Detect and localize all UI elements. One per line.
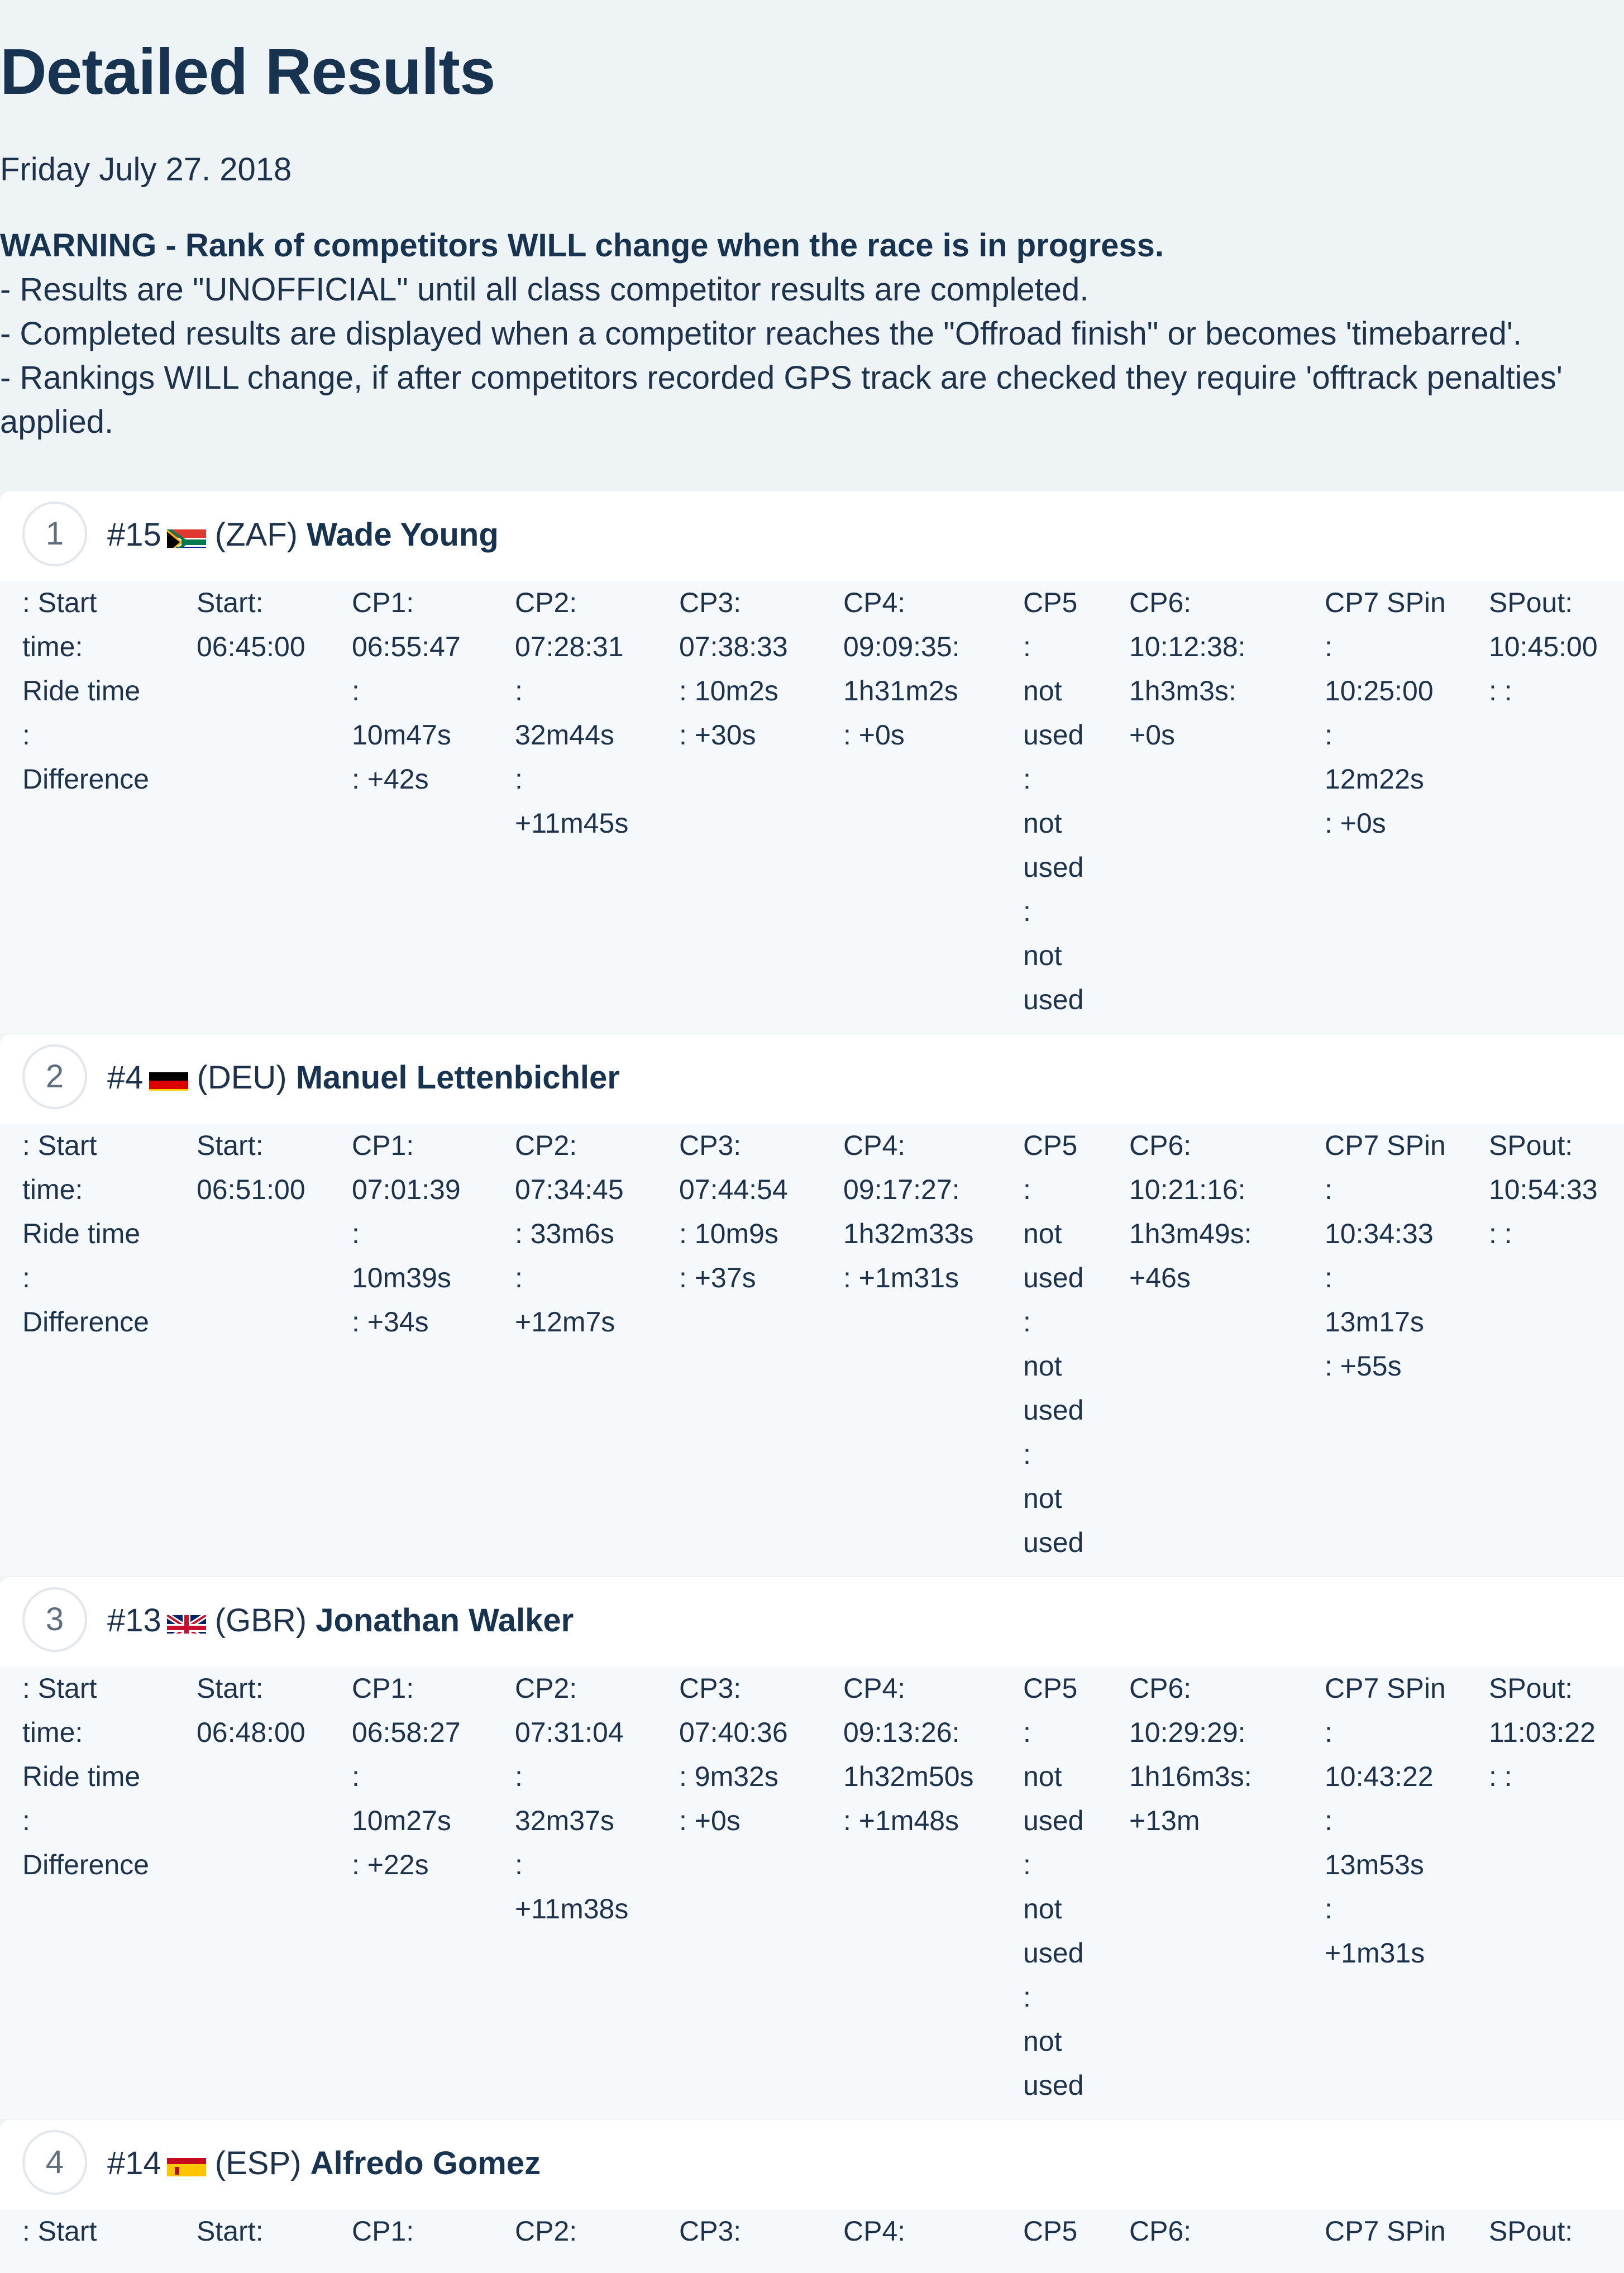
warning-line: - Results are "UNOFFICIAL" until all class competitor results are completed. xyxy=(0,271,1089,308)
split-cp5: CP5 xyxy=(1023,2215,1078,2247)
competitor-name[interactable]: Alfredo Gomez xyxy=(310,2145,541,2181)
split-cp2: CP2: xyxy=(515,2215,577,2247)
page-title: Detailed Results xyxy=(0,35,495,108)
split-cp2: CP2: 07:34:45 : 33m6s : +12m7s xyxy=(515,1130,624,1338)
competitor-identity xyxy=(107,1056,620,1100)
split-start: Start: 06:45:00 xyxy=(197,587,305,662)
split-cp2: CP2: 07:28:31 : 32m44s : +11m45s xyxy=(515,587,629,839)
result-card[interactable] xyxy=(0,491,1624,1033)
split-cp7-spin: CP7 SPin xyxy=(1325,2215,1446,2247)
warning-lead: WARNING - Rank of competitors WILL change when the race is in progress. xyxy=(0,227,1164,264)
zaf-flag-icon xyxy=(167,522,206,548)
competitor-identity xyxy=(107,2141,541,2186)
country-code: (ESP) xyxy=(214,2145,302,2181)
result-card[interactable] xyxy=(0,1577,1624,2119)
split-cp4: CP4: 09:17:27: 1h32m33s : +1m31s xyxy=(843,1130,974,1293)
split-spout: SPout: xyxy=(1489,2215,1573,2247)
split-cp7-spin: CP7 SPin : 10:43:22 : 13m53s : +1m31s xyxy=(1325,1673,1446,1969)
split-cp5: CP5 : not used : not used : not used xyxy=(1023,1673,1084,2101)
row-labels: : Start time: Ride time : Difference xyxy=(22,1673,149,1880)
race-number: #13 xyxy=(107,1602,161,1639)
split-spout: SPout: 11:03:22 : : xyxy=(1489,1673,1596,1792)
result-header xyxy=(0,1577,1624,1666)
split-cp6: CP6: xyxy=(1129,2215,1192,2247)
split-cp6: CP6: 10:21:16: 1h3m49s: +46s xyxy=(1129,1130,1252,1293)
split-cp6: CP6: 10:29:29: 1h16m3s: +13m xyxy=(1129,1673,1252,1836)
split-cp4: CP4: 09:13:26: 1h32m50s : +1m48s xyxy=(843,1673,974,1836)
split-cp3: CP3: xyxy=(679,2215,742,2247)
competitor-name[interactable]: Wade Young xyxy=(307,517,499,553)
split-times xyxy=(0,1124,1624,1576)
rank-badge: 3 xyxy=(22,1587,87,1652)
split-start: Start: 06:51:00 xyxy=(197,1130,305,1205)
race-number: #14 xyxy=(107,2145,161,2181)
split-spout: SPout: 10:45:00 : : xyxy=(1489,587,1598,706)
deu-flag-icon xyxy=(149,1065,188,1091)
split-times xyxy=(0,1666,1624,2119)
gbr-flag-icon xyxy=(167,1608,206,1634)
split-start: Start: 06:48:00 xyxy=(197,1673,305,1748)
country-code: (GBR) xyxy=(214,1602,307,1639)
result-header xyxy=(0,1034,1624,1124)
row-labels: : Start time: Ride time : Difference xyxy=(22,1130,149,1338)
rank-badge: 2 xyxy=(22,1044,87,1109)
competitor-identity xyxy=(107,1598,574,1643)
row-labels: : Start time: Ride time : Difference xyxy=(22,587,149,795)
result-header xyxy=(0,491,1624,581)
split-times xyxy=(0,581,1624,1033)
warning-line: - Completed results are displayed when a competitor reaches the "Offroad finish" or becomes 'timebarred'. xyxy=(0,316,1522,352)
result-header xyxy=(0,2120,1624,2209)
rank-badge: 1 xyxy=(22,502,87,566)
competitor-name[interactable]: Jonathan Walker xyxy=(316,1602,574,1639)
split-cp1: CP1: 06:58:27 : 10m27s : +22s xyxy=(352,1673,461,1880)
race-number: #4 xyxy=(107,1059,144,1096)
split-cp7-spin: CP7 SPin : 10:25:00 : 12m22s : +0s xyxy=(1325,587,1446,839)
country-code: (DEU) xyxy=(197,1059,287,1096)
country-code: (ZAF) xyxy=(214,517,298,553)
split-cp5: CP5 : not used : not used : not used xyxy=(1023,587,1084,1015)
race-number: #15 xyxy=(107,517,161,553)
event-date: Friday July 27. 2018 xyxy=(0,151,292,188)
split-spout: SPout: 10:54:33 : : xyxy=(1489,1130,1598,1249)
warning-line: - Rankings WILL change, if after competitors recorded GPS track are checked they require 'offtrack penalties' applied. xyxy=(0,360,1563,440)
row-labels: : Start xyxy=(22,2215,97,2247)
split-cp1: CP1: 06:55:47 : 10m47s : +42s xyxy=(352,587,461,795)
competitor-identity xyxy=(107,513,499,557)
split-cp4: CP4: 09:09:35: 1h31m2s : +0s xyxy=(843,587,960,751)
split-cp3: CP3: 07:44:54 : 10m9s : +37s xyxy=(679,1130,788,1293)
split-cp1: CP1: 07:01:39 : 10m39s : +34s xyxy=(352,1130,461,1338)
warning-notice xyxy=(0,223,1620,444)
split-cp6: CP6: 10:12:38: 1h3m3s: +0s xyxy=(1129,587,1246,751)
split-start: Start: xyxy=(197,2215,264,2247)
result-card[interactable] xyxy=(0,2120,1624,2273)
split-cp1: CP1: xyxy=(352,2215,414,2247)
split-cp3: CP3: 07:40:36 : 9m32s : +0s xyxy=(679,1673,788,1836)
rank-badge: 4 xyxy=(22,2130,87,2195)
split-cp7-spin: CP7 SPin : 10:34:33 : 13m17s : +55s xyxy=(1325,1130,1446,1382)
split-cp2: CP2: 07:31:04 : 32m37s : +11m38s xyxy=(515,1673,629,1925)
split-cp4: CP4: xyxy=(843,2215,906,2247)
result-card[interactable] xyxy=(0,1034,1624,1576)
split-cp3: CP3: 07:38:33 : 10m2s : +30s xyxy=(679,587,788,751)
split-cp5: CP5 : not used : not used : not used xyxy=(1023,1130,1084,1558)
esp-flag-icon xyxy=(167,2151,206,2176)
competitor-name[interactable]: Manuel Lettenbichler xyxy=(295,1059,620,1096)
split-times xyxy=(0,2209,1624,2273)
